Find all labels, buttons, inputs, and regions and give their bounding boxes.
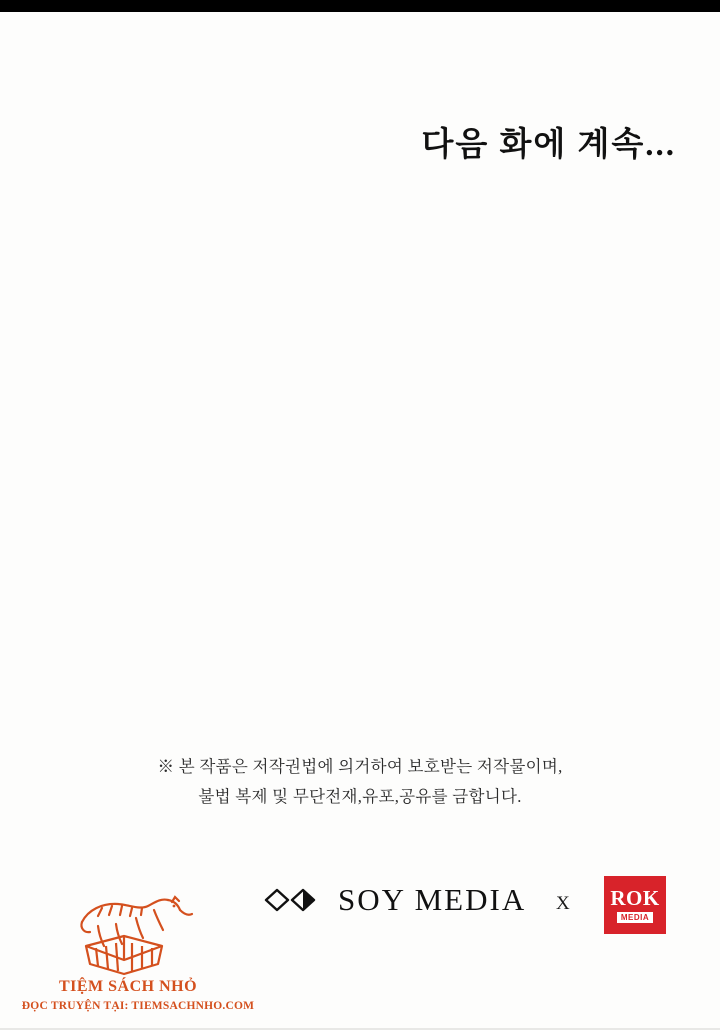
tiemsachnho-name: TIỆM SÁCH NHỎ [58,978,198,995]
footer-logo-row [0,866,720,1012]
tiemsachnho-watermark [18,870,255,1020]
tiger-and-book-icon [68,870,208,980]
copyright-notice-line-2: 불법 복제 및 무단전재,유포,공유를 금합니다. [198,787,522,806]
copyright-notice [0,752,720,812]
soy-diamond-icon [262,885,324,915]
rok-media-main-text: ROK [610,886,660,910]
soy-media-logo [262,882,526,918]
soy-media-text: SOY MEDIA [338,882,527,917]
rok-media-logo [604,876,666,934]
rok-media-sub-text: MEDIA [617,912,653,923]
copyright-notice-line-1: ※ 본 작품은 저작권법에 의거하여 보호받는 저작물이며, [157,757,563,776]
tiemsachnho-url: ĐỌC TRUYỆN TẠI: TIEMSACHNHO.COM [21,1000,255,1012]
collab-separator: X [556,893,570,914]
top-black-bar [0,0,720,12]
to-be-continued-text: 다음 화에 계속... [421,127,676,163]
